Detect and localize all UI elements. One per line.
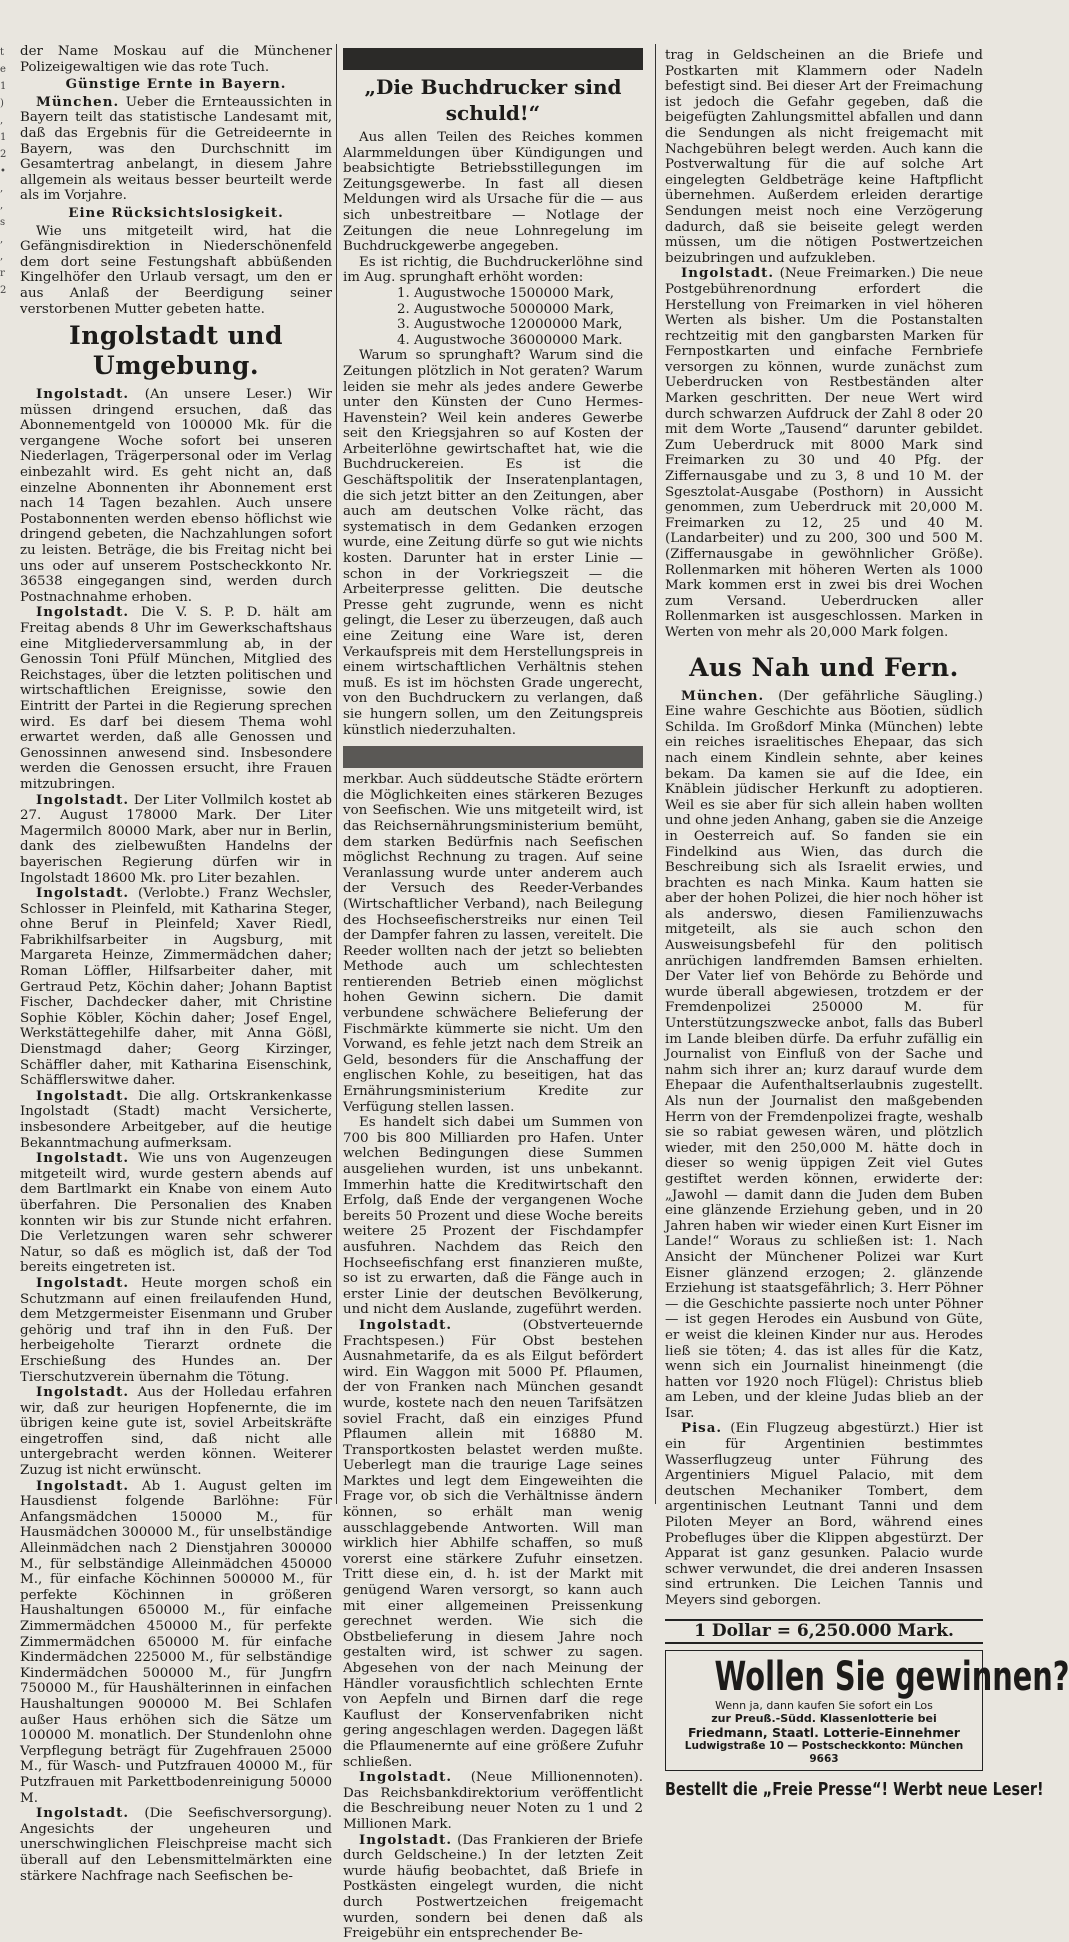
news-item: Ingolstadt. Heute morgen schoß ein Schutzmann auf einen freilaufenden Hund, dem Metzgermeister Eisenmann und Gruber gehörig und traf ihn in den Fuß. Der herbeigeholte Tierarzt ordnete die Erschießung des Hundes an. Der Tierschutzverein übernahm die Tötung.	[20, 1274, 332, 1385]
news-item: Ingolstadt. Aus der Holledau erfahren wir, daß zur heurigen Hopfenernte, die im übrigen keine gute ist, soviel Arbeitskräfte eingetroffen sind, daß nicht alle untergebracht werden können. Weiterer Zuzug ist nicht erwünscht.	[20, 1384, 332, 1479]
ad-firm: Friedmann, Staatl. Lotterie-Einnehmer	[688, 1725, 960, 1741]
column-3	[665, 48, 1069, 1801]
article-briefe-continued: trag in Geldscheinen an die Briefe und Postkarten mit Klammern oder Nadeln befestigt sind. Bei dieser Art der Freimachung ist jedoch die Gefahr gegeben, daß die beigefügten Zahlungsmittel abfallen und dann die Sendungen als nicht freigemacht mit Nachgebühren belegt werden. Auch kann die Postverwaltung für die auf solche Art eingelegten Geldbeträge keine Haftpflicht übernehmen. Außerdem erleiden derartige Sendungen meist noch eine Verzögerung dadurch, daß sie beiseite gelegt werden müssen, um die nötigen Postwertzeichen beizubringen und aufzukleben.	[665, 48, 983, 266]
wage-list-item: 2. Augustwoche 5000000 Mark,	[397, 301, 614, 317]
subscription-slogan: Bestellt die „Freie Presse“! Werbt neue Leser!	[665, 1779, 1044, 1801]
article-buchdrucker-para: Warum so sprunghaft? Warum sind die Zeitungen plötzlich in Not geraten? Warum leiden sie mehr als jedes andere Gewerbe unter den Künsten der Cuno Hermes-Havenstein? Weil kein anderes Gewerbe seit den Kriegsjahren so auf Kosten der Arbeiterlöhne gewirtschaftet hat, wie die Buchdruckereien. Es ist die Geschäftspolitik der Inseratenplantagen, die sich jetzt bitter an den Zeitungen, aber auch am deutschen Volke rächt, das systematisch in dem Gedanken erzogen wurde, eine Zeitung dürfe so gut wie nichts kosten. Darunter hat in erster Linie — schon in der Vorkriegszeit — die Arbeiterpresse gelitten. Die deutsche Presse geht zugrunde, wenn es nicht gelingt, die Leser zu überzeugen, daß auch eine Zeitung eine Ware ist, deren Verkaufspreis mit dem Herstellungspreis in einem wirtschaftlichen Verhältnis stehen muß. Es ist im höchsten Grade ungerecht, von den Buchdruckern zu verlangen, daß sie hungern sollen, um den Zeitungspreis künstlich niederzuhalten.	[343, 348, 643, 738]
headline-ruecksicht: Eine Rücksichtslosigkeit.	[68, 204, 284, 221]
ad-text: zur Preuß.-Südd. Klassenlotterie bei	[711, 1712, 937, 1726]
article-ernte: München. Ueber die Ernteaussichten in Bayern teilt das statistische Landesamt mit, daß das Ergebnis für die Getreideernte in Bayern, was den Durchschnitt im Gesamtertrag anbelangt, in diesem Jahre allgemein als weitaus besser beurteilt werde als im Vorjahre.	[20, 93, 332, 204]
column-rule-1	[336, 44, 337, 1504]
section-heading-nah-fern: Aus Nah und Fern.	[689, 652, 959, 682]
article-buchdrucker-para: Es ist richtig, die Buchdruckerlöhne sind im Aug. sprunghaft erhöht worden:	[343, 254, 643, 286]
news-item: Pisa. (Ein Flugzeug abgestürzt.) Hier ist ein für Argentinien bestimmtes Wasserflugzeug unter Führung des Argentiniers Miguel Palacio, mit dem deutschen Mechaniker Tombert, dem argentinischen Leutnant Tanni und dem Piloten Meyer an Bord, während eines Probefluges über die Klippen abgestürzt. Der Apparat ist ganz gesunken. Palacio wurde schwer verwundet, die drei anderen Insassen sind ertrunken. Die Leichen Tannis und Meyers sind geborgen.	[665, 1420, 983, 1608]
grey-bar	[343, 746, 643, 768]
article-buchdrucker-para: Aus allen Teilen des Reiches kommen Alarmmeldungen über Kündigungen und beabsichtigte Betriebsstillegungen im Zeitungsgewerbe. In fast all diesen Meldungen wird als Ursache für die — aus sich unbestreitbare — Notlage der Zeitungen die neue Lohnregelung im Buchdruckgewerbe angegeben.	[343, 130, 643, 255]
lottery-advertisement	[665, 1650, 1069, 1771]
ad-headline: Wollen Sie gewinnen?	[714, 1654, 1069, 1701]
news-item: Ingolstadt. (Die Seefischversorgung). Angesichts der ungeheuren und unerschwinglichen Fleischpreise macht sich überall auf den Lebensmittelmärkten eine stärkere Nachfrage nach Seefischen be-	[20, 1805, 332, 1884]
headline-ernte: Günstige Ernte in Bayern.	[65, 76, 287, 93]
article-ruecksicht: Wie uns mitgeteilt wird, hat die Gefängnisdirektion in Niederschönenfeld dem dort seine Festungshaft abbüßenden Kingelhöfer den Urlaub versagt, um den er aus Anlaß der Beerdigung seiner verstorbenen Mutter gebeten hatte.	[20, 223, 332, 317]
news-item: Ingolstadt. Ab 1. August gelten im Hausdienst folgende Barlöhne: Für Anfangsmädchen 150000 M., für Hausmädchen 300000 M., für unselbständige Alleinmädchen nach 2 Dienstjahren 300000 M., für selbständige Alleinmädchen 450000 M., für einfache Köchinnen 500000 M., für perfekte Köchinnen in größeren Haushaltungen 650000 M., für einfache Zimmermädchen 450000 M., für perfekte Zimmermädchen 650000 M. für einfache Kindermädchen 225000 M., für selbständige Kindermädchen 500000 M., für Jungfrn 750000 M., für Haushälterinnen in einfachen Haushaltungen 900000 M. Bei Schlafen außer Haus erhöhen sich die Sätze um 100000 M. monatlich. Der Stundenlohn ohne Verpflegung beträgt für Zugehfrauen 25000 M., für Wasch- und Putzfrauen 40000 M., für Putzfrauen mit Parkettbodenreinigung 50000 M.	[20, 1477, 332, 1806]
article-fragment: der Name Moskau auf die Münchener Polizeigewaltigen wie das rote Tuch.	[20, 44, 332, 75]
wage-list	[343, 286, 643, 348]
column-1	[20, 44, 332, 1884]
left-margin-fragments: t e 1 ) , 1 2 • , , s , , r 2	[0, 47, 7, 296]
news-item: Ingolstadt. Wie uns von Augenzeugen mitgeteilt wird, wurde gestern abends auf dem Bartlmarkt ein Knabe von einem Auto überfahren. Die Personalien des Knaben konnten wir bis zur Stunde nicht erfahren. Die Verletzungen waren sehr schwerer Natur, so daß es möglich ist, daß der Tod bereits eingetreten ist.	[20, 1150, 332, 1276]
news-item: Ingolstadt. Die allg. Ortskrankenkasse Ingolstadt (Stadt) macht Versicherte, insbesondere Arbeitgeber, auf die heutige Bekanntmachung aufmerksam.	[20, 1087, 332, 1151]
news-item: Ingolstadt. (Obstverteuernde Frachtspesen.) Für Obst bestehen Ausnahmetarife, da es als Eilgut befördert wird. Ein Waggon mit 5000 Pf. Pflaumen, der von Franken nach München gesandt wurde, kostete nach den neuen Tarifsätzen soviel Fracht, daß ein einziges Pfund Pflaumen allein mit 16880 M. Transportkosten belastet werden mußte. Ueberlegt man die traurige Lage seines Marktes und legt dem Eingeweihten die Frage vor, ob sich die Verhältnisse ändern können, so erhält man wenig ausschlaggebende Antworten. Will man wirklich hier Abhilfe schaffen, so muß vorerst eine stärkere Zufuhr einsetzen. Tritt diese ein, d. h. ist der Markt mit genügend Waren versorgt, so kann auch mit einer allgemeinen Preissenkung gerechnet werden. Wie sich die Obstbelieferung in diesem Jahre noch gestalten wird, ist schwer zu sagen. Abgesehen von der nach Meinung der Händler vorausfichtlich schlechten Ernte von Aepfeln und Birnen darf die rege Kauflust der Konservenfabriken nicht gering angeschlagen werden. Dagegen läßt die Pflaumenernte auf eine größere Zufuhr schließen.	[343, 1316, 643, 1770]
wage-list-item: 1. Augustwoche 1500000 Mark,	[397, 285, 614, 301]
section-heading-ingolstadt: Ingolstadt und Umgebung.	[69, 321, 283, 381]
column-rule-2	[655, 44, 656, 1504]
news-item: Ingolstadt. Der Liter Vollmilch kostet ab 27. August 178000 Mark. Der Liter Magermilch 80000 Mark, aber nur in Berlin, dank des zielbewußten Handelns der bayerischen Regierung dürfen wir in Ingolstadt 18600 Mk. pro Liter bezahlen.	[20, 791, 333, 886]
news-item: Ingolstadt. Die V. S. P. D. hält am Freitag abends 8 Uhr im Gewerkschaftshaus eine Mitgliederversammlung ab, in der Genossin Toni Pfülf München, Mitglied des Reichstages, über die letzten politischen und wirtschaftlichen Ereignisse, sowie den Eintritt der Partei in die Regierung sprechen wird. Es darf bei diesem Thema wohl erwartet werden, daß alle Genossen und Genossinnen anwesend sind. Insbesondere werden die Genossen ersucht, ihre Frauen mitzubringen.	[20, 604, 332, 792]
news-item: München. (Der gefährliche Säugling.) Eine wahre Geschichte aus Böotien, südlich Schilda. Im Großdorf Minka (München) lebte ein reiches israelitisches Ehepaar, das sich nach einem Kindlein sehnte, aber keines bekam. Da kamen sie auf die Idee, ein Knäblein jüdischer Herkunft zu adoptieren. Weil es sie aber für sich allein haben wollten und ohne jeden Anhang, gaben sie die Anzeige in Oesterreich auf. So fanden sie ein Findelkind aus Wien, das durch die Beschreibung sich als Israelit erwies, und brachten es nach Minka. Kaum hatten sie aber der hohen Polizei, die hier noch höher ist als anderswo, diesen Familienzuwachs mitgeteilt, als sie auch schon den Ausweisungsbefehl für den politisch anrüchigen landfremden Bamsen erhielten. Der Vater lief von Behörde zu Behörde und wurde überall abgewiesen, trotzdem er der Fremdenpolizei 250000 M. für Unterstützungszwecke anbot, falls das Buberl im Lande bleiben dürfe. Da erfuhr zufällig ein Journalist von Einfluß von der Sache und nahm sich ihrer an; kurz darauf wurde dem Ehepaar die Aufenthaltserlaubnis zugestellt. Als nun der Journalist den maßgebenden Herrn von der Fremdenpolizei fragte, weshalb sie so rabiat gewesen wären, und plötzlich wieder, mit den 250,000 M. hätte doch in dieser so wenig üppigen Zeit viel Gutes gestiftet werden können, erwiderte der: „Jawohl — damit dann die Juden dem Buben eine glänzende Erziehung geben, und in 20 Jahren haben wir wieder einen Kurt Eisner im Lande!“ Woraus zu schließen ist: 1. Nach Ansicht der Münchener Polizei war Kurt Eisner glänzend erzogen; 2. glänzende Erziehung ist staatsgefährlich; 3. Herr Pöhner — die Geschichte passierte noch unter Pöhner — ist gegen Herodes ein Ausbund von Güte, er weist die kleinen Kinder nur aus. Herodes ließ sie töten; 4. das ist alles für die Katz, wenn sich ein Journalist hineinmengt (die hatten vor 1920 noch Flügel): Christus blieb am Leben, und der kleine Judas blieb an der Isar.	[665, 687, 983, 1421]
dollar-exchange-rate: 1 Dollar = 6,250.000 Mark.	[665, 1619, 983, 1645]
headline-buchdrucker: „Die Buchdrucker sind schuld!“	[364, 75, 622, 125]
ad-address: Ludwigstraße 10 — Postscheckkonto: München 9663	[684, 1740, 964, 1766]
article-seefisch-continued: merkbar. Auch süddeutsche Städte erörtern die Möglichkeiten eines stärkeren Bezuges von Seefischen. Wie uns mitgeteilt wird, ist das Reichsernährungsministerium bemüht, dem starken Bedürfnis nach Seefischen möglichst Rechnung zu tragen. Auf seine Veranlassung wurde unter anderem auch der Versuch des Reeder-Verbandes (Wirtschaftlicher Verband), nach Beilegung des Hochseefischerstreiks nur einen Teil der Dampfer fahren zu lassen, vereitelt. Die Reeder wollten nach der jetzt so beliebten Methode auch um schlechtesten rentierenden Betrieb einen möglichst hohen Gewinn sichern. Die damit verbundene schwächere Belieferung der Fischmärkte kümmerte sie nicht. Um den Vorwand, es fehle jetzt nach dem Streik an Geld, besonders für die Anschaffung der englischen Kohle, zu beseitigen, hat das Ernährungsministerium Kredite zur Verfügung stellen lassen.	[343, 772, 643, 1115]
news-item: Ingolstadt. (Neue Millionennoten). Das Reichsbankdirektorium veröffentlicht die Beschreibung neuer Noten zu 1 und 2 Millionen Mark.	[343, 1769, 643, 1832]
news-item: Ingolstadt. (Das Frankieren der Briefe durch Geldscheine.) In der letzten Zeit wurde häufig beobachtet, daß Briefe in Postkästen eingelegt wurden, die nicht durch Postwertzeichen freigemacht wurden, sondern bei denen daß als Freigebühr ein entsprechender Be-	[343, 1831, 643, 1942]
news-item: Ingolstadt. (An unsere Leser.) Wir müssen dringend ersuchen, daß das Abonnementgeld von 100000 Mk. für die vergangene Woche sofort bei unseren Niederlagen, Trägerpersonal oder im Verlag einbezahlt wird. Es geht nicht an, daß einzelne Abonnenten ihr Abonnement erst nach 14 Tagen bezahlen. Auch unsere Postabonnenten werden ebenso höflichst wie dringend gebeten, die Nachzahlungen sofort zu leisten. Beträge, die bis Freitag nicht bei uns oder auf unserem Postscheckkonto Nr. 36538 eingegangen sind, werden durch Postnachnahme erhoben.	[20, 386, 332, 605]
black-bar	[343, 48, 643, 70]
wage-list-item: 3. Augustwoche 12000000 Mark,	[397, 317, 623, 333]
news-item: Ingolstadt. (Neue Freimarken.) Die neue Postgebührenordnung erfordert die Herstellung von Freimarken in viel höheren Werten als bisher. Um die Postanstalten rechtzeitig mit den gangbarsten Marken für Fernpostkarten und einfache Fernbriefe versorgen zu können, wurde zunächst zum Ueberdrucken von Restbeständen alter Marken geschritten. Der neue Wert wird durch schwarzen Aufdruck der Zahl 8 oder 20 mit dem Worte „Tausend“ darunter gebildet. Zum Ueberdruck mit 8000 Mark sind Freimarken zu 30 und 40 Pfg. der Ziffernausgabe und zu 3, 8 und 10 M. der Sgesztolat-Ausgabe (Posthorn) in Aussicht genommen, zum Ueberdruck mit 20,000 M. Freimarken zu 12, 25 und 40 M. (Landarbeiter) und zu 200, 300 und 500 M. (Ziffernausgabe in gewöhnlicher Größe). Rollenmarken mit höheren Werten als 1000 Mark kommen erst in zwei bis drei Wochen zum Versand. Ueberdrucken aller Rollenmarken ist ausgeschlossen. Marken in Werten von mehr als 20,000 Mark folgen.	[665, 265, 983, 640]
article-seefisch-para: Es handelt sich dabei um Summen von 700 bis 800 Milliarden pro Hafen. Unter welchen Bedingungen diese Summen ausgeliehen wurden, ist uns unbekannt. Immerhin hatte die Kreditwirtschaft den Erfolg, daß Ende der vergangenen Woche bereits 50 Prozent und diese Woche bereits weitere 25 Prozent der Fischdampfer ausfuhren. Nachdem das Reich den Hochseefischfang erst finanzieren mußte, so ist zu erwarten, daß die Fänge auch in erster Linie der deutschen Bevölkerung, und nicht dem Auslande, zugeführt werden.	[343, 1115, 643, 1318]
news-item: Ingolstadt. (Verlobte.) Franz Wechsler, Schlosser in Pleinfeld, mit Katharina Steger, ohne Beruf in Pleinfeld; Xaver Riedl, Fabrikhilfsarbeiter in Augsburg, mit Margareta Heinze, Zimmermädchen daher; Roman Löffler, Hilfsarbeiter daher, mit Gertraud Petz, Köchin daher; Johann Baptist Fischer, Dachdecker daher, mit Christine Sophie Köbler, Köchin daher; Josef Engel, Werkstättegehilfe daher, mit Anna Gößl, Dienstmagd daher; Georg Kirzinger, Schäffler daher, mit Katharina Eisenschink, Schäfflerswitwe daher.	[20, 885, 333, 1089]
column-2	[343, 44, 643, 1942]
wage-list-item: 4. Augustwoche 36000000 Mark.	[397, 332, 623, 348]
ad-text: Wenn ja, dann kaufen Sie sofort ein Los	[715, 1699, 933, 1713]
